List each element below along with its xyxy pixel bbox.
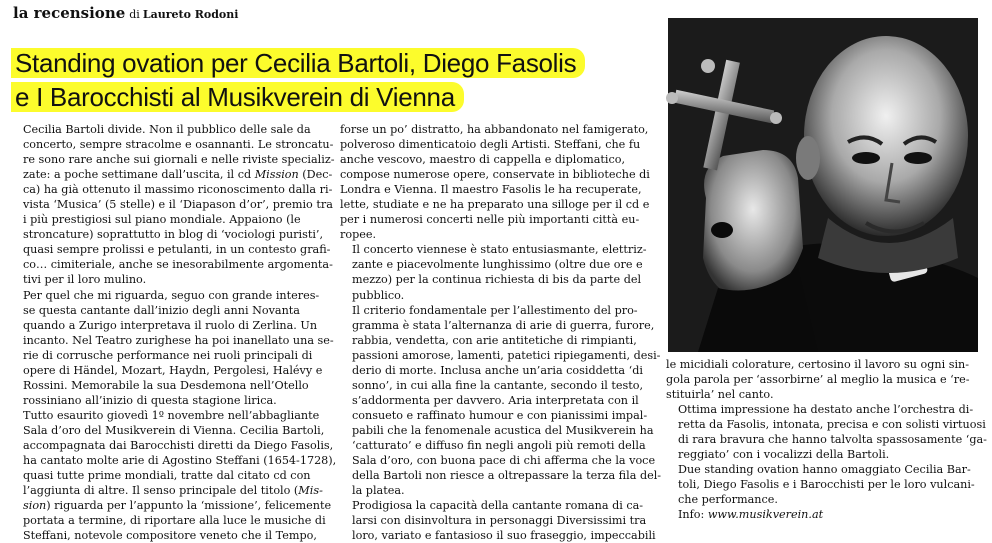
paragraph (340, 242, 653, 302)
text-line: pubblico. (352, 288, 405, 302)
text-line: opere di Händel, Mozart, Haydn, Pergolesi, Halévy e (23, 363, 323, 377)
text-line: Prodigiosa la capacità della cantante romana di ca- (352, 499, 644, 513)
text-line: quando a Zurigo interpretava il ruolo di Zerlina. Un (23, 318, 318, 332)
text-line: le micidiali colorature, certosino il lavoro su ogni sin- (666, 358, 970, 371)
text-line: Il concerto viennese è stato entusiasmante, elettriz- (352, 243, 647, 257)
text-line: Sala d’oro, con buona pace di chi afferma che la voce (352, 454, 656, 468)
text-run: zate: a poche settimane dall’uscita, il cd (23, 168, 255, 182)
text-line: di rara bravura che hanno talvolta spassosamente ‘ga- (678, 433, 987, 447)
text-line: sonno’, in cui alla fine la cantante, secondo il testo, (352, 378, 644, 392)
article-column-1 (11, 122, 337, 543)
text-line: accompagnata dai Barocchisti diretti da Diego Fasolis, (23, 438, 334, 452)
text-line: portata a termine, di riportare alla luce le musiche di (23, 514, 326, 528)
text-line: stroncature) soprattutto in blog di ‘vociologi puristi’, (23, 228, 324, 242)
text-line: se questa cantante dall’inizio degli anni Novanta (23, 303, 300, 317)
text-line: ropee. (340, 228, 377, 242)
text-line: i più prestigiosi sul piano mondiale. Appaiono (le (23, 213, 301, 227)
text-line: anche vescovo, maestro di cappella e diplomatico, (340, 153, 626, 167)
section-label: la recensione (13, 4, 126, 22)
text-line: ‘catturato’ e diffuso fin negli angoli più remoti della (352, 438, 646, 452)
headline-line-1: Standing ovation per Cecilia Bartoli, Diego Fasolis (11, 48, 585, 78)
info-line (666, 507, 979, 522)
byline-prefix: di (129, 8, 140, 21)
text-line: gramma è stata l’alternanza di arie di guerra, furore, (352, 318, 655, 332)
paragraph (340, 303, 662, 499)
text-line (11, 483, 327, 498)
text-line: Rossini. Memorabile la sua Desdemona nell’Otello (23, 378, 309, 392)
paragraph (11, 408, 337, 543)
article-column-2 (340, 122, 662, 543)
text-line: re sono rare anche sui giornali e nelle riviste specializ- (23, 153, 335, 167)
paragraph (666, 402, 987, 462)
text-line: gola parola per ‘assorbirne’ al meglio la musica e ‘re- (666, 373, 970, 387)
text-line: rossiniano all’inizio di questa stagione lirica. (23, 393, 277, 407)
text-line: Due standing ovation hanno omaggiato Cecilia Bar- (678, 463, 971, 477)
info-url: www.musikverein.at (707, 508, 824, 522)
paragraph (340, 498, 656, 543)
text-line: Steffani, notevole compositore veneto che il Tempo, (23, 529, 317, 543)
text-line: polveroso dimenticatoio degli Artisti. Steffani, che fu (340, 138, 641, 152)
text-line: quasi sempre prolissi e petulanti, in un contesto grafi- (23, 243, 331, 257)
text-line: lette, studiate e ne ha preparato una silloge per il cd e (340, 198, 650, 212)
text-line: retta da Fasolis, intonata, precisa e con solisti virtuosi (678, 418, 986, 432)
text-line: concerto, sempre stracolme e osannanti. Le stroncatu- (23, 138, 334, 152)
text-line: forse un po’ distratto, ha abbandonato nel famigerato, (340, 123, 649, 136)
text-run: l’aggiunta di altre. Il senso principale del titolo ( (23, 484, 299, 498)
info-label: Info: (678, 508, 708, 522)
album-title: Mis- (298, 484, 323, 498)
byline-author: Laureto Rodoni (142, 8, 239, 21)
text-line: co… cimiteriale, anche se inesorabilmente argomenta- (23, 258, 333, 272)
text-line: Cecilia Bartoli divide. Non il pubblico delle sale da (23, 123, 311, 136)
text-line: Il criterio fondamentale per l’allestimento del pro- (352, 303, 638, 317)
text-line: reggiato’ con i vocalizzi della Bartoli. (678, 448, 890, 462)
paragraph (11, 288, 334, 408)
text-line: Per quel che mi riguarda, seguo con grande interes- (23, 288, 320, 302)
paragraph-continued (666, 357, 979, 402)
text-line: mezzo) per la continua richiesta di bis da parte del (352, 273, 642, 287)
text-line: larsi con disinvoltura in personaggi Diversissimi tra (352, 514, 647, 528)
text-line: consueto e raffinato humour e con pianissimi impal- (352, 408, 648, 422)
text-line (666, 507, 979, 522)
paragraph (666, 462, 979, 507)
headline-line-2: e I Barocchisti al Musikverein di Vienna (11, 82, 464, 112)
text-run: (Dec- (298, 168, 333, 182)
album-title: sion (23, 499, 47, 513)
text-line: quasi tutte prime mondiali, tratte dal citato cd con (23, 469, 311, 483)
singer-photo (668, 18, 978, 352)
text-line: Ottima impressione ha destato anche l’orchestra di- (678, 403, 974, 417)
text-line: compose numerose opere, conservate in biblioteche di (340, 168, 650, 182)
text-line: stituirla’ nel canto. (666, 388, 774, 402)
article-column-3 (666, 357, 987, 523)
text-line: s’addormenta per davvero. Aria interpretata con il (352, 393, 639, 407)
section-kicker (13, 3, 238, 22)
text-line: la platea. (352, 484, 405, 498)
paragraph-intro (11, 122, 335, 288)
text-line (11, 498, 332, 513)
text-line: Tutto esaurito giovedì 1º novembre nell’abbagliante (23, 408, 320, 422)
text-line: toli, Diego Fasolis e i Barocchisti per le loro vulcani- (678, 478, 975, 492)
text-line: passioni amorose, lamenti, patetici ripiegamenti, desi- (352, 348, 661, 362)
text-run: ) riguarda per l’appunto la ‘missione’, felicemente (46, 499, 332, 513)
text-line (11, 167, 333, 182)
singer-holding-cross-image (668, 18, 978, 352)
album-title: Mission (254, 168, 299, 182)
text-line: zante e piacevolmente lunghissimo (oltre due ore e (352, 258, 643, 272)
text-line: incanto. Nel Teatro zurighese ha poi inanellato una se- (23, 333, 334, 347)
text-line: loro, variato e fantasioso il suo fraseggio, impeccabili (352, 529, 656, 543)
text-line: Sala d’oro del Musikverein di Vienna. Cecilia Bartoli, (23, 423, 325, 437)
text-line: vista ‘Musica’ (5 stelle) e il ‘Diapason d’or’, premio tra (23, 198, 333, 212)
text-line: ha cantato molte arie di Agostino Steffani (1654-1728), (23, 454, 337, 468)
text-line: della Bartoli non riesce a oltrepassare la terza fila del- (352, 469, 662, 483)
text-line: tivi per il loro mulino. (23, 273, 147, 287)
text-line: per i numerosi concerti nelle più importanti città eu- (340, 213, 640, 227)
text-line: pabili che la fenomenale acustica del Musikverein ha (352, 423, 654, 437)
text-line: che performance. (678, 493, 778, 507)
text-line: derio di morte. Inclusa anche un’aria cosiddetta ‘di (352, 363, 643, 377)
paragraph-continued (340, 122, 653, 242)
text-line: ca) ha già ottenuto il massimo riconoscimento dalla ri- (23, 183, 333, 197)
text-line: rabbia, vendetta, con arie antitetiche di rimpianti, (352, 333, 637, 347)
text-line: Londra e Vienna. Il maestro Fasolis le ha recuperate, (340, 183, 642, 197)
text-line: rie di corrusche performance nei ruoli principali di (23, 348, 313, 362)
